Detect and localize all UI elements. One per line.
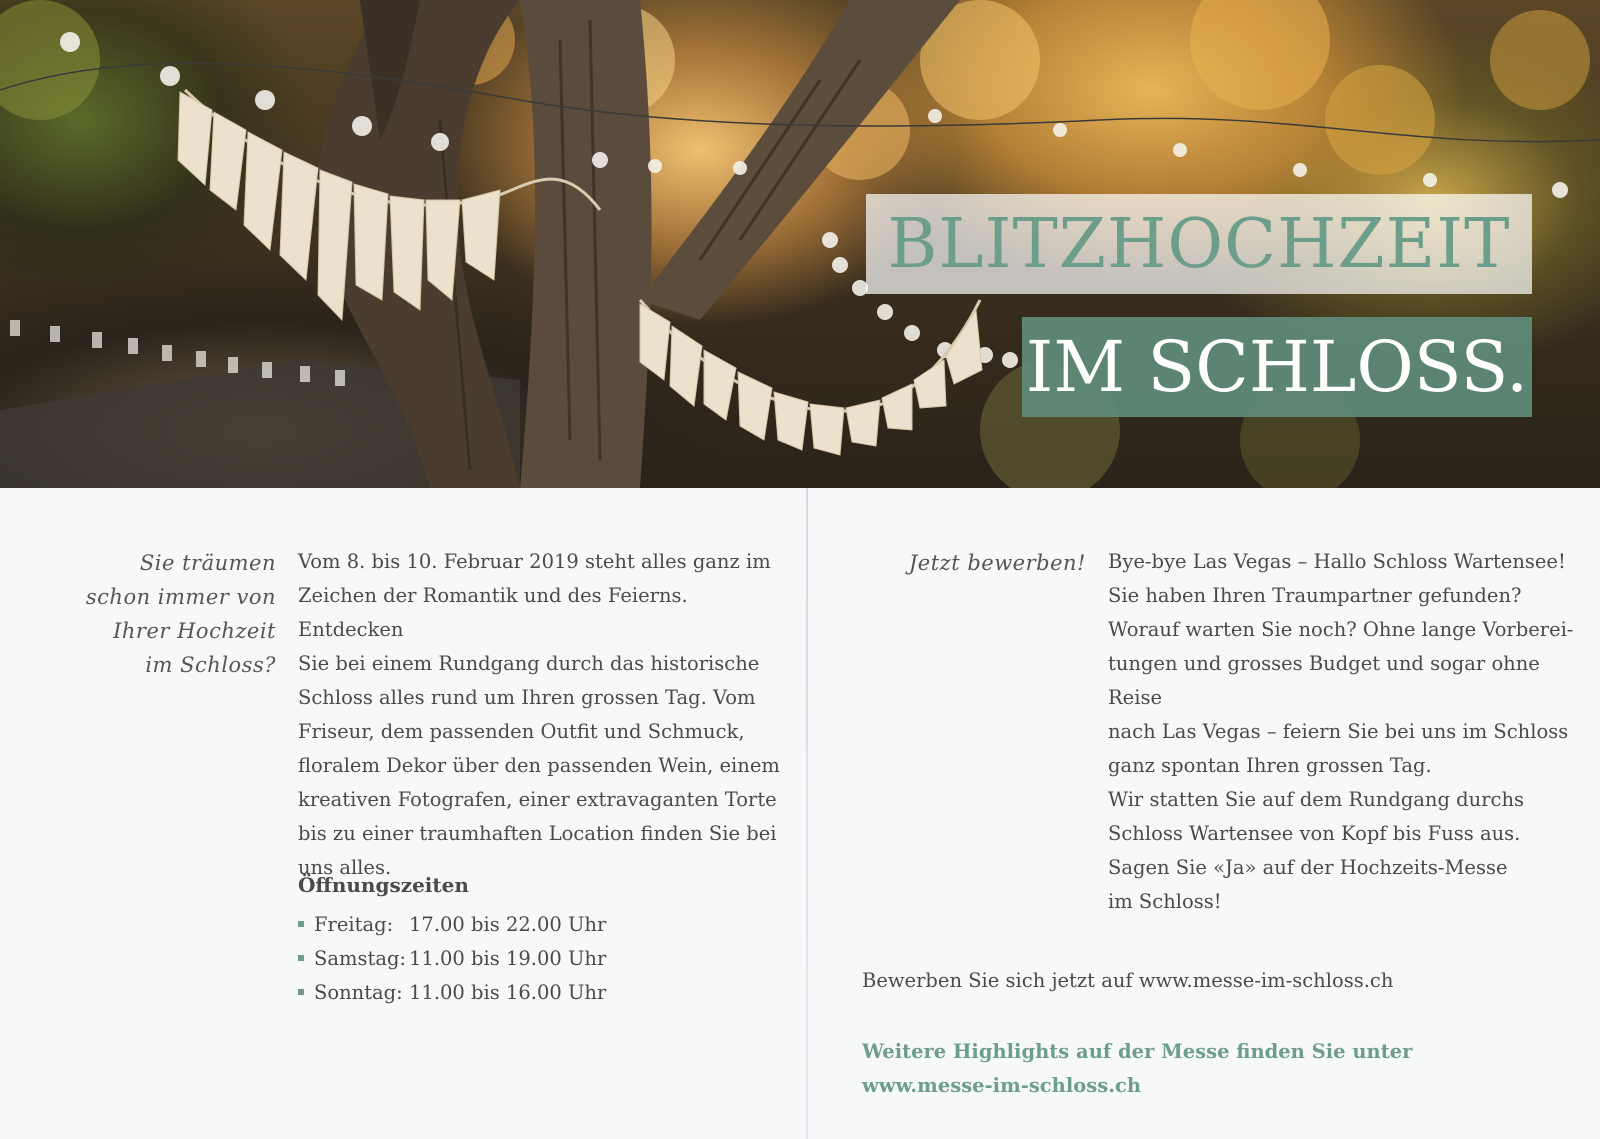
right-body-line: Wir statten Sie auf dem Rundgang durchs	[1108, 788, 1525, 811]
left-body-line: uns alles.	[298, 856, 392, 879]
highlights-link[interactable]: www.messe-im-schloss.ch	[862, 1074, 1142, 1097]
highlights-text	[862, 1035, 1502, 1103]
left-lead-line: schon immer von	[85, 585, 276, 609]
right-body-text	[1108, 545, 1578, 919]
right-body-line: nach Las Vegas – feiern Sie bei uns im Schloss	[1108, 720, 1569, 743]
opening-day: Samstag:	[314, 946, 406, 970]
left-lead-line: im Schloss?	[145, 653, 276, 677]
right-lead-quote: Jetzt bewerben!	[908, 551, 1086, 575]
opening-hours-item	[298, 975, 618, 1009]
right-body-line: tungen und grosses Budget und sogar ohne Reise	[1108, 652, 1540, 709]
highlights-line: Weitere Highlights auf der Messe finden Sie unter	[862, 1040, 1413, 1063]
apply-website-text: Bewerben Sie sich jetzt auf www.messe-im-schloss.ch	[862, 969, 1394, 992]
left-body-text	[298, 545, 788, 885]
left-lead-quote	[80, 546, 276, 682]
left-lead-line: Sie träumen	[139, 551, 276, 575]
left-body-line: kreativen Fotografen, einer extravaganten Torte	[298, 788, 777, 811]
opening-time: 11.00 bis 19.00 Uhr	[409, 946, 607, 970]
left-lead-line: Ihrer Hochzeit	[113, 619, 276, 643]
right-body-line: Sie haben Ihren Traumpartner gefunden?	[1108, 584, 1522, 607]
bullet-square-icon	[298, 921, 304, 927]
right-body-line: Sagen Sie «Ja» auf der Hochzeits-Messe	[1108, 856, 1508, 879]
headline-line1: BLITZHOCHZEIT	[887, 204, 1511, 284]
left-body-line: Friseur, dem passenden Outfit und Schmuck,	[298, 720, 745, 743]
hero-photo	[0, 0, 1600, 488]
left-body-line: floralem Dekor über den passenden Wein, einem	[298, 754, 780, 777]
fold-line	[806, 488, 808, 1139]
opening-hours-item	[298, 907, 618, 941]
headline-box-top	[866, 194, 1532, 294]
opening-day: Sonntag:	[314, 980, 403, 1004]
left-body-line: Zeichen der Romantik und des Feierns. Entdecken	[298, 584, 688, 641]
opening-hours-heading: Öffnungszeiten	[298, 873, 469, 897]
right-body-line: ganz spontan Ihren grossen Tag.	[1108, 754, 1432, 777]
left-body-line: Schloss alles rund um Ihren grossen Tag. Vom	[298, 686, 756, 709]
opening-hours-list	[298, 907, 618, 1009]
opening-day: Freitag:	[314, 912, 394, 936]
right-body-line: Bye-bye Las Vegas – Hallo Schloss Wartensee!	[1108, 550, 1566, 573]
bullet-square-icon	[298, 989, 304, 995]
headline-line2: IM SCHLOSS.	[1025, 326, 1529, 408]
right-body-line: im Schloss!	[1108, 890, 1222, 913]
opening-hours-item	[298, 941, 618, 975]
opening-time: 11.00 bis 16.00 Uhr	[409, 980, 607, 1004]
right-body-line: Schloss Wartensee von Kopf bis Fuss aus.	[1108, 822, 1521, 845]
opening-time: 17.00 bis 22.00 Uhr	[409, 912, 607, 936]
right-body-line: Worauf warten Sie noch? Ohne lange Vorberei-	[1108, 618, 1574, 641]
bullet-square-icon	[298, 955, 304, 961]
left-body-line: Vom 8. bis 10. Februar 2019 steht alles ganz im	[298, 550, 771, 573]
left-body-line: bis zu einer traumhaften Location finden Sie bei	[298, 822, 777, 845]
headline-box-bottom	[1022, 317, 1532, 417]
left-body-line: Sie bei einem Rundgang durch das historische	[298, 652, 760, 675]
